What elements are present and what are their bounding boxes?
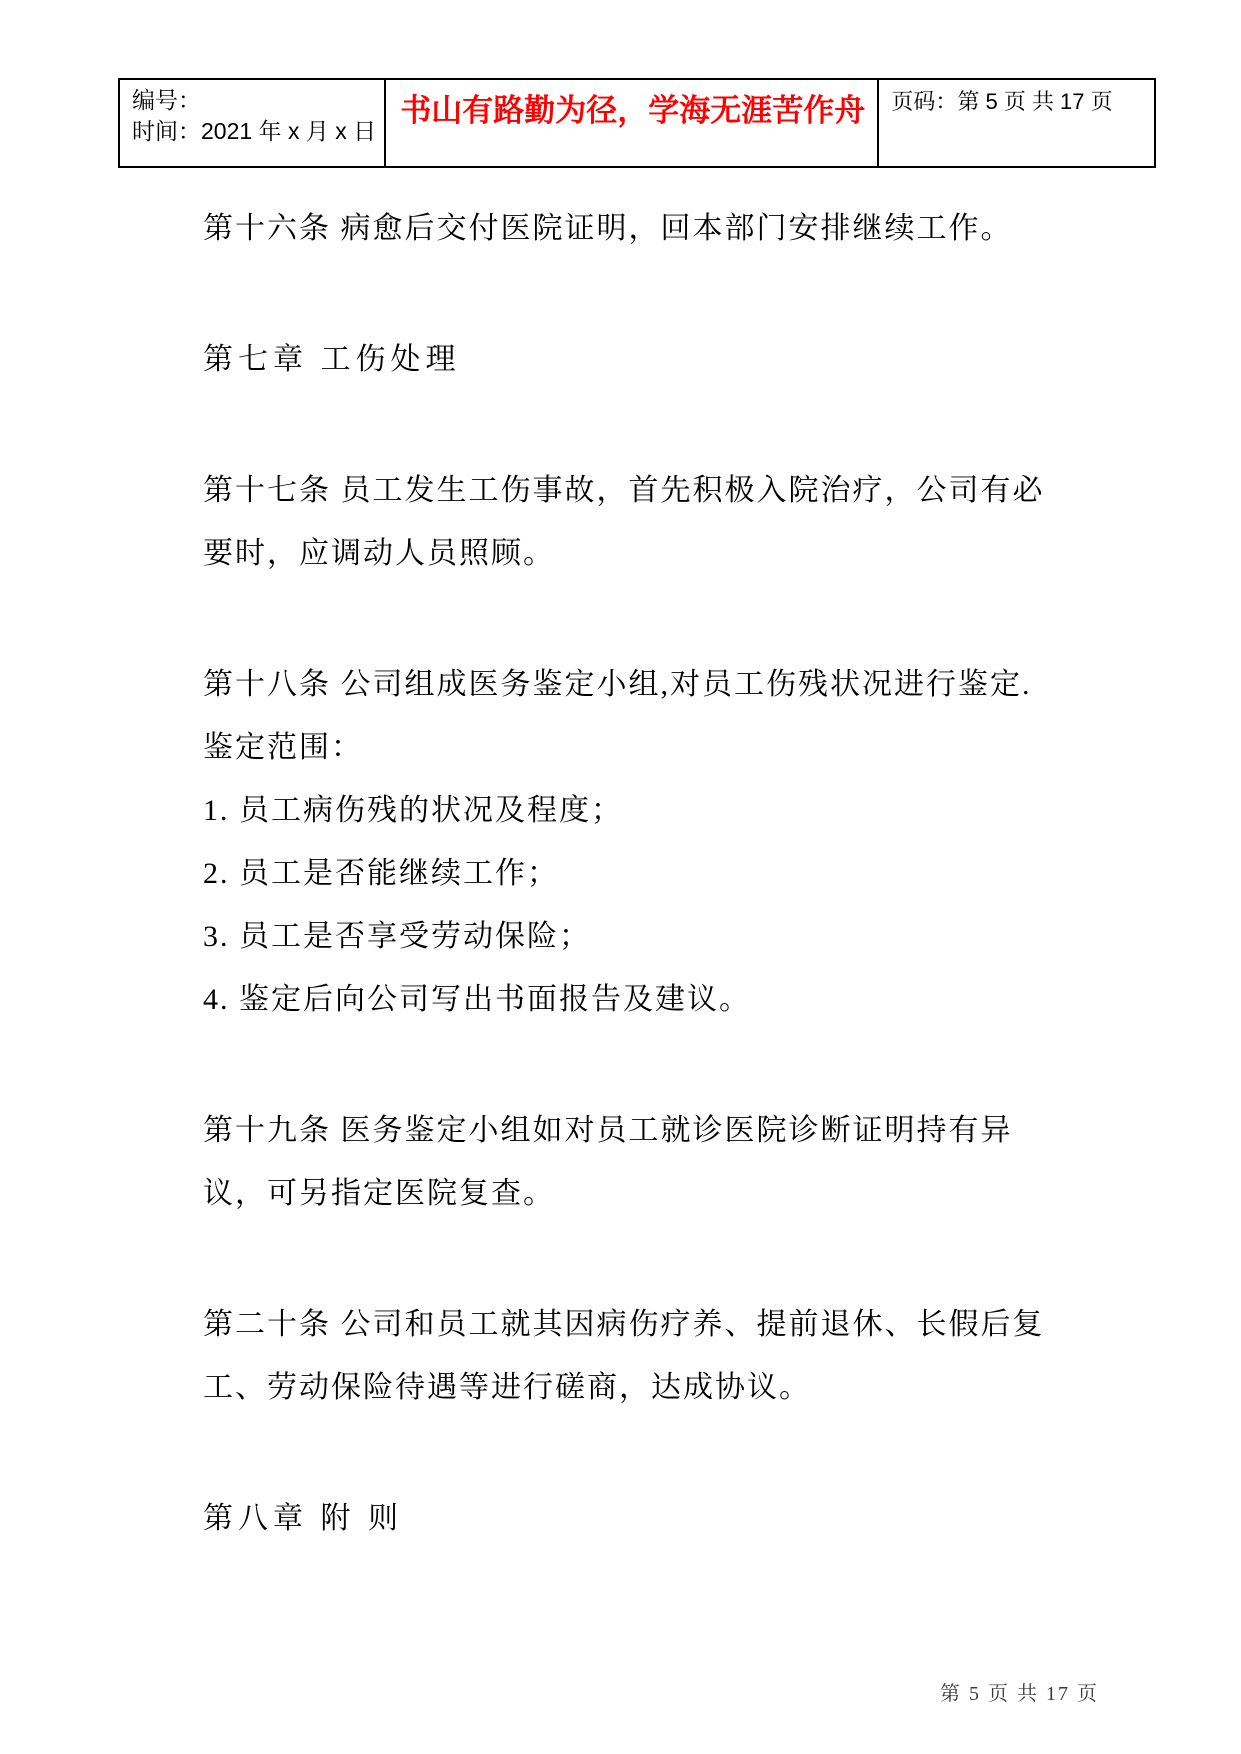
- header-cell-page-number: [878, 79, 1155, 167]
- paragraph-article-19: [203, 1099, 1083, 1225]
- paragraph-article-16: [203, 197, 1083, 260]
- header-cell-number-date: [119, 79, 385, 167]
- paragraph-article-20: [203, 1293, 1083, 1419]
- document-body: [203, 197, 1083, 1618]
- text-line: 要时，应调动人员照顾。: [203, 537, 555, 570]
- text-line: 第七章 工伤处理: [203, 343, 461, 376]
- paragraph-article-17: [203, 459, 1083, 585]
- text-line: 第十九条 医务鉴定小组如对员工就诊医院诊断证明持有异: [203, 1114, 1013, 1147]
- text-line: 议，可另指定医院复查。: [203, 1177, 555, 1210]
- text-line: 第十六条 病愈后交付医院证明，回本部门安排继续工作。: [203, 212, 1013, 245]
- text-line: 工、劳动保险待遇等进行磋商，达成协议。: [203, 1371, 811, 1404]
- text-line: 第八章 附 则: [203, 1502, 403, 1535]
- text-line: 鉴定范围：: [203, 731, 363, 764]
- text-line: 第十八条 公司组成医务鉴定小组,对员工伤残状况进行鉴定.: [203, 668, 1032, 701]
- header-cell-slogan: [385, 79, 878, 167]
- footer-page-number: 第 5 页 共 17 页: [940, 1683, 1099, 1705]
- header-table: [118, 78, 1156, 168]
- doc-number-label: 编号：: [132, 87, 201, 113]
- page-info-label: 页码：第 5 页 共 17 页: [891, 89, 1113, 114]
- list-item-1: 1. 员工病伤残的状况及程度；: [203, 794, 623, 827]
- text-line: 第二十条 公司和员工就其因病伤疗养、提前退休、长假后复: [203, 1308, 1045, 1341]
- slogan-text: 书山有路勤为径，学海无涯苦作舟: [400, 93, 866, 128]
- chapter-heading-7: [203, 328, 1083, 391]
- paragraph-article-18: [203, 653, 1083, 1031]
- header-row: [119, 79, 1155, 167]
- list-item-3: 3. 员工是否享受劳动保险；: [203, 920, 591, 953]
- doc-date-label: 时间：2021 年 x 月 x 日: [132, 118, 377, 144]
- list-item-2: 2. 员工是否能继续工作；: [203, 857, 559, 890]
- text-line: 第十七条 员工发生工伤事故，首先积极入院治疗，公司有必: [203, 474, 1045, 507]
- list-item-4: 4. 鉴定后向公司写出书面报告及建议。: [203, 983, 751, 1016]
- chapter-heading-8: [203, 1487, 1083, 1550]
